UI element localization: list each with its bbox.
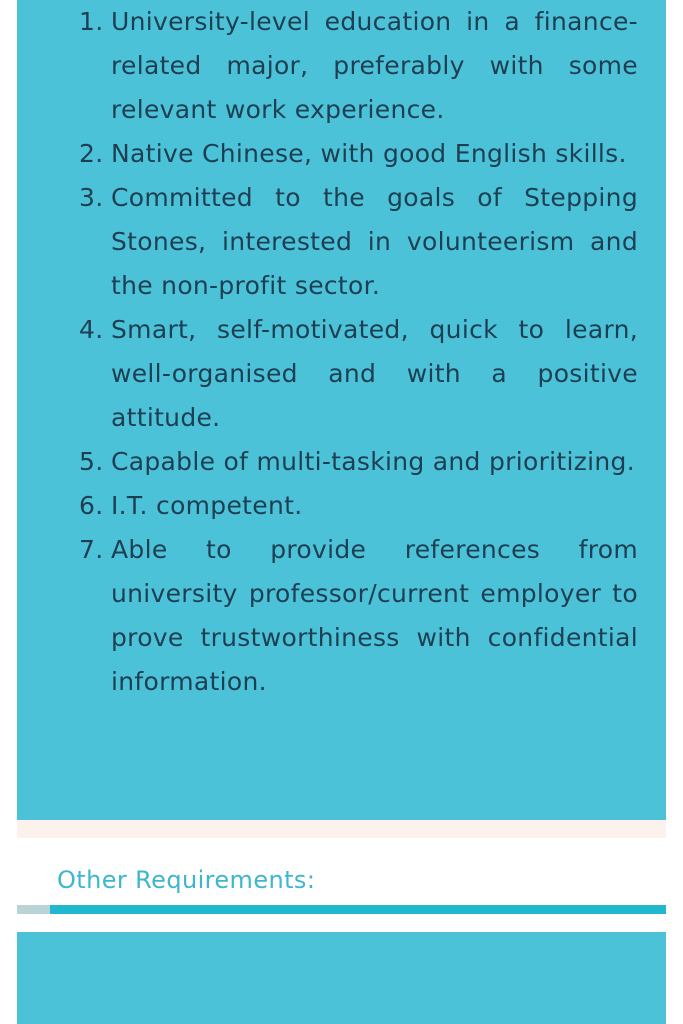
list-item bbox=[17, 308, 666, 440]
other-requirements-title: Other Requirements: bbox=[57, 866, 316, 894]
list-item-number: 6. bbox=[79, 491, 104, 520]
list-item-number: 7. bbox=[79, 535, 104, 564]
list-item bbox=[17, 528, 666, 704]
list-item-text: Capable of multi-tasking and prioritizing. bbox=[111, 447, 635, 476]
list-item-number: 5. bbox=[79, 447, 104, 476]
list-item bbox=[17, 0, 666, 132]
list-item-text: Committed to the goals of Stepping Stones, interested in volunteerism and the non-profit sector. bbox=[111, 183, 638, 300]
list-item-number: 4. bbox=[79, 315, 104, 344]
list-item bbox=[17, 176, 666, 308]
section-divider bbox=[17, 820, 666, 838]
list-item-number: 2. bbox=[79, 139, 104, 168]
list-item bbox=[17, 440, 666, 484]
requirements-panel bbox=[17, 0, 666, 820]
list-item-text: I.T. competent. bbox=[111, 491, 303, 520]
list-item-text: Native Chinese, with good English skills. bbox=[111, 139, 627, 168]
list-item bbox=[17, 132, 666, 176]
list-item-text: Smart, self-motivated, quick to learn, well-organised and with a positive attitude. bbox=[111, 315, 638, 432]
list-item-number: 3. bbox=[79, 183, 104, 212]
list-item bbox=[17, 484, 666, 528]
requirements-list bbox=[17, 0, 666, 704]
title-underline-accent bbox=[17, 905, 50, 914]
list-item-text: University-level education in a finance-related major, preferably with some relevant work experience. bbox=[111, 7, 638, 124]
other-requirements-panel bbox=[17, 932, 666, 1024]
title-underline bbox=[50, 905, 666, 914]
list-item-number: 1. bbox=[79, 7, 104, 36]
list-item-text: Able to provide references from university professor/current employer to prove trustworthiness with confidential information. bbox=[111, 535, 638, 696]
